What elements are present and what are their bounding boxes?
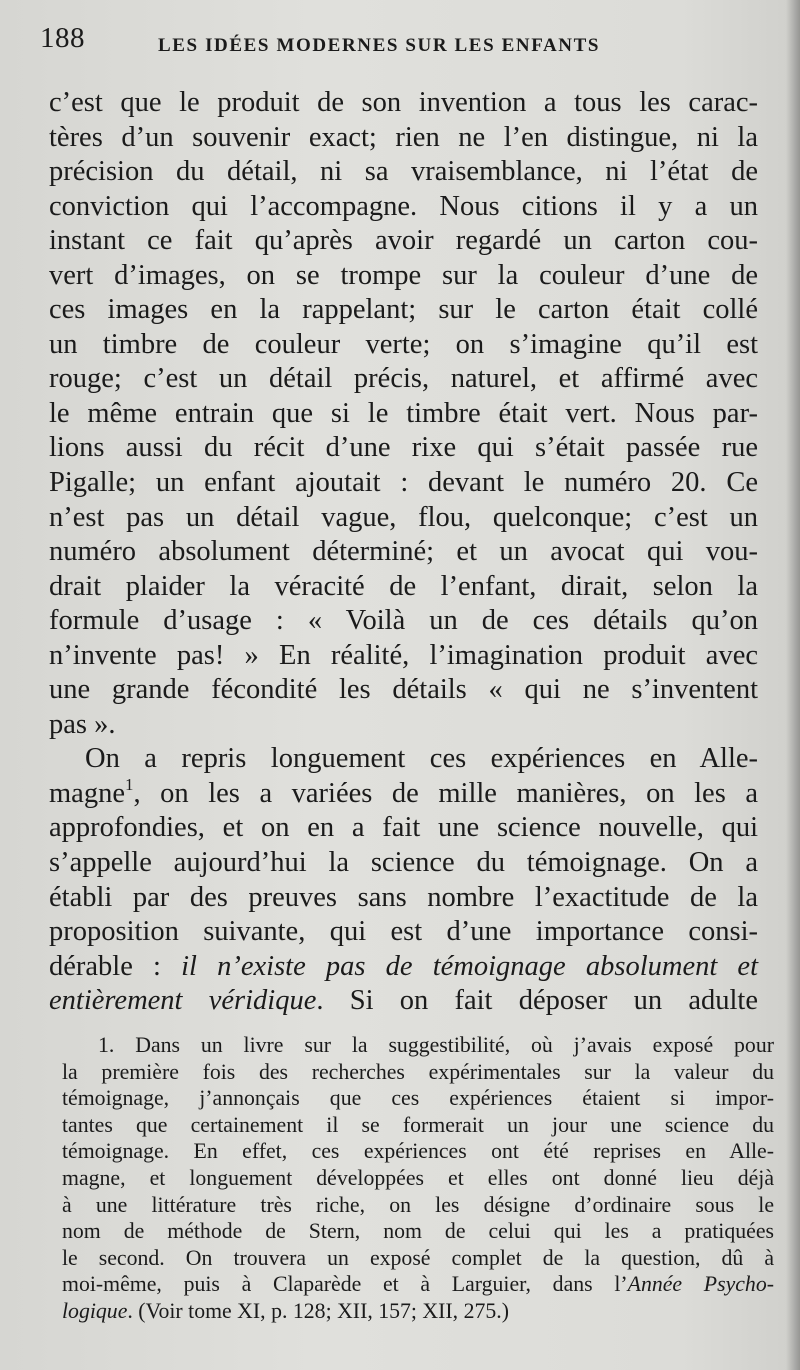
- footnote-line: la première fois des recherches expérimentales sur la valeur du: [62, 1059, 774, 1084]
- line-rest: . Si on fait déposer un adulte: [316, 985, 758, 1017]
- body-line: rouge; c’est un détail précis, naturel, et affirmé avec: [49, 363, 758, 395]
- running-head: [40, 22, 770, 62]
- footnote-line: nom de méthode de Stern, nom de celui qui les a pratiquées: [62, 1219, 774, 1244]
- body-line: [49, 984, 758, 1019]
- paragraph-start-line: On a repris longuement ces expériences en Alle-: [85, 743, 758, 775]
- footnote-line: 1. Dans un livre sur la suggestibilité, où j’avais exposé pour: [98, 1033, 774, 1057]
- body-line: précision du détail, ni sa vraisemblance, ni l’état de: [49, 156, 758, 188]
- line-lead: moi-même, puis à Claparède et à Larguier, dans l’: [62, 1272, 628, 1297]
- footnote-line: tantes que certainement il se formerait un jour une science du: [62, 1112, 774, 1137]
- italic-emphasis: entièrement véridique: [49, 985, 317, 1017]
- footnote: [62, 1032, 774, 1325]
- body-line: vert d’images, on se trompe sur la couleur d’une de: [49, 259, 758, 291]
- body-line: [49, 774, 758, 812]
- italic-emphasis: il n’existe pas de témoignage absolument et: [181, 950, 758, 982]
- footnote-line: [62, 1298, 774, 1325]
- footnote-line: le second. On trouvera un exposé complet de la question, dû à: [62, 1245, 774, 1270]
- footnote-line: [62, 1271, 774, 1298]
- citation-reference: . (Voir tome XI, p. 128; XII, 157; XII, 275.): [127, 1298, 509, 1323]
- word-fragment: magne: [49, 777, 125, 809]
- body-line: établi par des preuves sans nombre l’exactitude de la: [49, 881, 758, 913]
- body-line: conviction qui l’accompagne. Nous citions il y a un: [49, 190, 758, 222]
- line-lead: dérable :: [49, 950, 182, 982]
- footnote-line: témoignage. En effet, ces expériences ont été reprises en Alle-: [62, 1139, 774, 1164]
- body-text: [49, 86, 758, 1019]
- running-title: LES IDÉES MODERNES SUR LES ENFANTS: [158, 35, 601, 56]
- body-line: lions aussi du récit d’une rixe qui s’était passée rue: [49, 432, 758, 464]
- body-line: proposition suivante, qui est d’une importance consi-: [49, 916, 758, 948]
- body-line: le même entrain que si le timbre était vert. Nous par-: [49, 397, 758, 429]
- body-line: tères d’un souvenir exact; rien ne l’en distingue, ni la: [49, 121, 758, 153]
- body-line: n’invente pas! » En réalité, l’imagination produit avec: [49, 639, 758, 671]
- body-line: s’appelle aujourd’hui la science du témoignage. On a: [49, 847, 758, 879]
- footnote-line: magne, et longuement développées et elles ont donné lieu déjà: [62, 1165, 774, 1190]
- body-line: drait plaider la véracité de l’enfant, dirait, selon la: [49, 570, 758, 602]
- body-line: formule d’usage : « Voilà un de ces détails qu’on: [49, 605, 758, 637]
- footnote-marker: 1: [124, 774, 134, 794]
- body-line: ces images en la rappelant; sur le carton était collé: [49, 294, 758, 326]
- body-line: instant ce fait qu’après avoir regardé un carton cou-: [49, 225, 758, 257]
- body-line: une grande fécondité les détails « qui ne s’inventent: [49, 674, 758, 706]
- body-line: c’est que le produit de son invention a tous les carac-: [49, 87, 758, 118]
- body-line: n’est pas un détail vague, flou, quelconque; c’est un: [49, 501, 758, 533]
- body-line: numéro absolument déterminé; et un avocat qui vou-: [49, 536, 758, 568]
- page-number: 188: [40, 22, 85, 54]
- journal-title: Année Psycho-: [627, 1272, 774, 1297]
- footnote-line: témoignage, j’annonçais que ces expériences étaient si impor-: [62, 1086, 774, 1111]
- journal-title: logique: [62, 1298, 128, 1323]
- body-line: [49, 950, 758, 985]
- body-line: un timbre de couleur verte; on s’imagine qu’il est: [49, 328, 758, 360]
- body-line: approfondies, et on en a fait une science nouvelle, qui: [49, 812, 758, 844]
- line-rest: , on les a variées de mille manières, on les a: [133, 777, 758, 809]
- footnote-line: à une littérature très riche, on les désigne d’ordinaire sous le: [62, 1192, 774, 1217]
- body-line: Pigalle; un enfant ajoutait : devant le numéro 20. Ce: [49, 467, 758, 499]
- body-line: pas ».: [49, 708, 116, 740]
